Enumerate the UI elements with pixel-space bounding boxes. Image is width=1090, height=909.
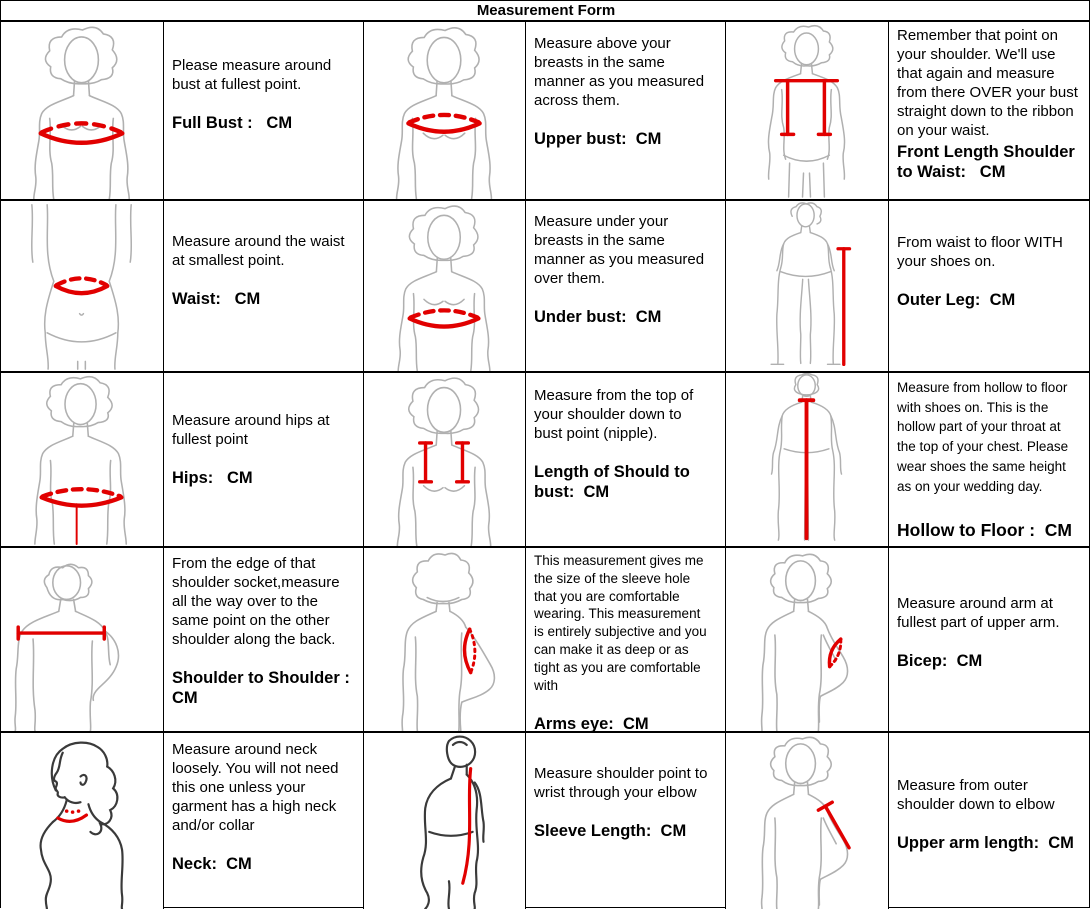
figure-cell-bicep [726,548,889,733]
measurement-description: Measure under your breasts in the same manner as you measured over them. [534,213,705,288]
arms-eye-figure [364,548,525,731]
text-cell-hollow-to-floor [889,373,1090,548]
measurement-label: Under bust: CM [534,308,662,327]
measurement-label: Hollow to Floor : CM [897,520,1072,541]
measurement-label: Upper arm length: CM [897,834,1074,853]
measurement-description: Measure around the waist at smallest point. [172,233,345,270]
text-cell-arms-eye [526,548,726,733]
text-cell-upper-arm [889,733,1090,909]
neck-figure [1,733,163,909]
text-cell-full-bust [164,22,364,201]
figure-cell-front-length [726,22,889,201]
measurement-description: Remember that point on your shoulder. We'll use that again and measure from there OVER your bust straight down to the ribbon on your waist. [897,27,1078,140]
upper-bust-figure [364,22,525,199]
hollow-to-floor-figure [726,373,888,546]
measurement-label: Full Bust : CM [172,114,293,133]
under-bust-figure [364,201,525,371]
text-cell-sleeve-length [526,733,726,909]
shoulder-to-shoulder-figure [1,548,163,731]
measurement-description: Measure from hollow to floor with shoes on. This is the hollow part of your throat at the top of your chest. Please wear shoes the same height as on your wedding day. [897,380,1069,494]
text-cell-front-length [889,22,1090,201]
sleeve-length-figure [364,733,525,909]
measurement-description: This measurement gives me the size of the sleeve hole that you are comfortable wearing. This measurement is entirely subjective and you can make it as deep or as tight as you are comfortable with [534,553,707,693]
figure-cell-shoulder-to-bust [364,373,526,548]
front-length-figure [726,22,888,199]
measurement-label: Outer Leg: CM [897,291,1016,310]
text-cell-hips [164,373,364,548]
measurement-description: From waist to floor WITH your shoes on. [897,234,1063,271]
measurement-description: Measure around hips at fullest point [172,412,330,449]
figure-cell-hollow-to-floor [726,373,889,548]
measurement-label: Front Length Shoulder to Waist: CM [897,143,1080,182]
hips-figure [1,373,163,546]
text-cell-outer-leg [889,201,1090,373]
measurement-label: Upper bust: CM [534,130,662,149]
waist-figure [1,201,163,371]
measurement-description: Measure from the top of your shoulder down to bust point (nipple). [534,387,694,443]
bicep-figure [726,548,888,731]
figure-cell-waist [1,201,164,373]
shoulder-to-bust-figure [364,373,525,546]
text-cell-shoulder-to-bust [526,373,726,548]
figure-cell-under-bust [364,201,526,373]
outer-leg-figure [726,201,888,371]
form-title: Measurement Form [1,1,1090,22]
figure-cell-upper-arm [726,733,889,909]
text-cell-upper-bust [526,22,726,201]
measurement-label: Waist: CM [172,290,261,309]
figure-cell-neck [1,733,164,909]
measurement-label: Neck: CM [172,855,252,874]
text-cell-under-bust [526,201,726,373]
measurement-description: Please measure around bust at fullest point. [172,57,332,94]
text-cell-neck [164,733,364,909]
measurement-description: Measure around neck loosely. You will not need this one unless your garment has a high neck and/or collar [172,741,339,835]
figure-cell-hips [1,373,164,548]
measurement-description: Measure shoulder point to wrist through your elbow [534,765,708,802]
figure-cell-outer-leg [726,201,889,373]
measurement-label: Shoulder to Shoulder : CM [172,669,355,708]
measurement-description: Measure above your breasts in the same manner as you measured across them. [534,35,705,110]
measurement-description: Measure around arm at fullest part of upper arm. [897,595,1060,632]
text-cell-bicep [889,548,1090,733]
full-bust-figure [1,22,163,199]
measurement-label: Bicep: CM [897,652,983,671]
figure-cell-full-bust [1,22,164,201]
text-cell-waist [164,201,364,373]
measurement-description: Measure from outer shoulder down to elbow [897,777,1055,814]
figure-cell-shoulder-to-shoulder [1,548,164,733]
figure-cell-upper-bust [364,22,526,201]
measurement-description: From the edge of that shoulder socket,measure all the way over to the same point on the other shoulder along the back. [172,555,340,649]
figure-cell-arms-eye [364,548,526,733]
measurement-label: Hips: CM [172,469,253,488]
measurement-label: Arms eye: CM [534,714,649,733]
figure-cell-sleeve-length [364,733,526,909]
measurement-label: Sleeve Length: CM [534,822,687,841]
text-cell-shoulder-to-shoulder [164,548,364,733]
upper-arm-figure [726,733,888,909]
measurement-label: Length of Should to bust: CM [534,463,695,502]
